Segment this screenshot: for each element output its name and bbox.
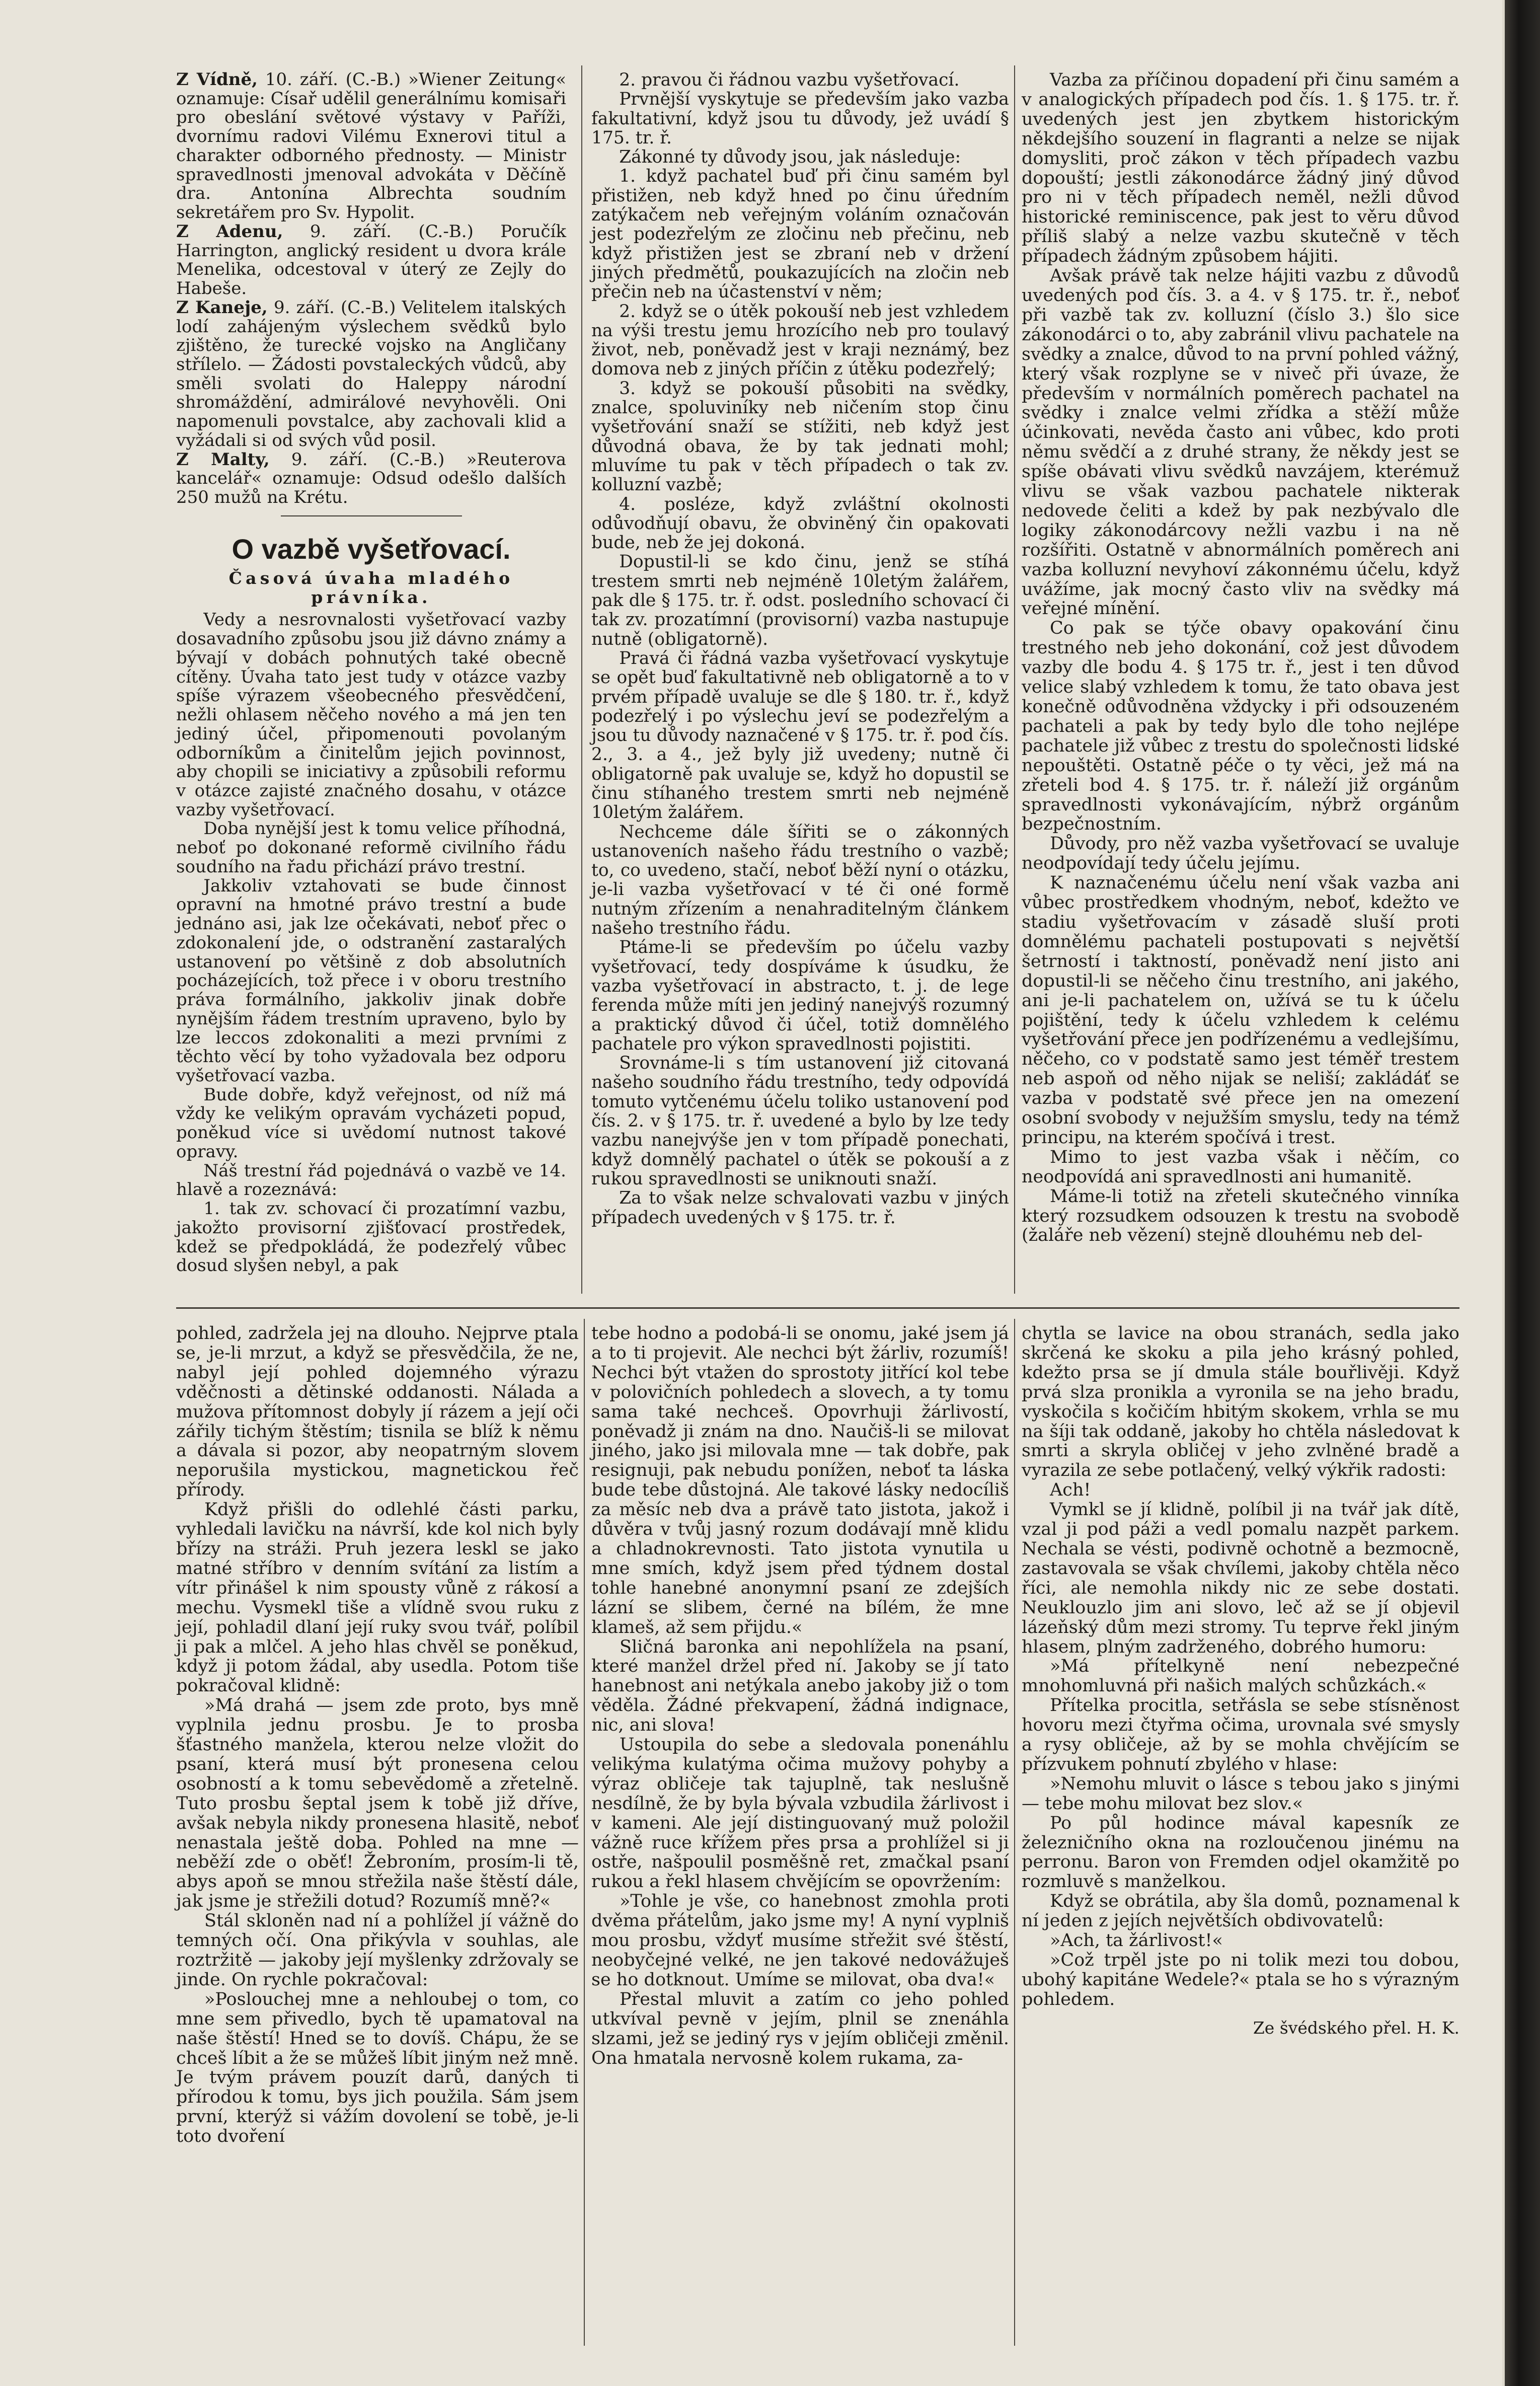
article-paragraph: Nechceme dále šířiti se o zákonných ustanoveních našeho řádu trestního o vazbě; to, co uvedeno, stačí, neboť běží nyní o otázku, je-li vazba vyšetřovací v té či oné formě nutným zřízením a nenahraditelným článkem našeho trestního řádu. [591, 822, 1009, 939]
story-paragraph: Stál skloněn nad ní a pohlížel jí vážně do temných očí. Ona přikývla v souhlas, ale roztržitě — jakoby její myšlenky zdržovaly se jinde. On rychle pokračoval: [176, 1911, 579, 1990]
article-paragraph: Doba nynější jest k tomu velice příhodná, neboť po dokonané reformě civilního řádu soudního na řadu přichází právo trestní. [176, 818, 566, 877]
feuilleton-divider [176, 1307, 1459, 1309]
story-paragraph: »Poslouchej mne a nehloubej o tom, co mne sem přivedlo, bych tě upamatoval na naše štěstí! Hned se to dovíš. Chápu, že se chceš líbit a že se můžeš líbit jiným než mně. Je tvým právem pouzít darů, daných ti přírodou k tomu, bys jich použila. Sám jsem první, kterýž si vážím dovolení se tobě, je-li toto dvoření [176, 1989, 579, 2147]
story-paragraph: »Ach, ta žárlivost!« [1050, 1930, 1223, 1951]
story-paragraph: Když se obrátila, aby šla domů, poznamenal k ní jeden z jejích největších obdivovatelů: [1022, 1891, 1459, 1931]
article-paragraph: Vedy a nesrovnalosti vyšetřovací vazby dosavadního způsobu jsou již dávno známy a bývají v dobách pohnutých také obecně cítěny. Úvaha tato jest tudy v otázce vazby spíše výrazem všeobecného přesvědčení, nežli ohlasem něčeho nového a má jen ten jediný účel, připomenouti povolaným odborníkům a činitelům jejich povinnost, aby chopili se iniciativy a způsobili reformu v otázce zajisté značného dosahu, v otázce vazby vyšetřovací. [176, 610, 566, 820]
article-paragraph: Pravá či řádná vazba vyšetřovací vyskytuje se opět buď fakultativně neb obligatorně a to v prvém případě uvaluje se dle § 180. tr. ř., když podezřelý i po výslechu jeví se podezřelým a jsou tu důvody naznačené v § 175. tr. ř. pod čís. 2., 3. a 4., jež byly již uvedeny; nutně či obligatorně pak uvaluje se, když ho dopustil se činu stíhaného trestem smrti neb nejméně 10letým žalářem. [591, 648, 1009, 823]
article-paragraph: Máme-li totiž na zřeteli skutečného vinníka který rozsudkem odsouzen k trestu na svobodě (žaláře neb vězení) stejně dlouhému neb del- [1022, 1186, 1459, 1246]
story-paragraph: pohled, zadržela jej na dlouho. Nejprve ptala se, je-li mrzut, a když se přesvědčila, že ne, nabyl její pohled dojemného výrazu vděčnosti a dětinské oddanosti. Nálada a mužova přítomnost dobyly jí rázem a její oči zářily tichým štěstím; tisnila se blíž k němu a dávala si pozor, aby neopatrným slovem neporušila mystickou, magnetickou řeč přírody. [176, 1323, 579, 1501]
article-paragraph: Dopustil-li se kdo činu, jenž se stíhá trestem smrti neb nejméně 10letým žalářem, pak dle § 175. tr. ř. odst. posledního schovací či tak zv. prozatímní (provisorní) vazba nastupuje nutně (obligatorně). [591, 552, 1009, 649]
column-top-1 [176, 70, 566, 1276]
article-paragraph: K naznačenému účelu není však vazba ani vůbec prostředkem vhodným, neboť, kdežto ve stadiu vyšetřovacím v zásadě sluší proti domnělému pachateli postupovati s největší šetrností i taktností, poněvadž není jisto ani dopustil-li se něčeho činu trestního, ani jakého, ani je-li pachatelem on, užívá se tu k účelu pojištění, tedy k účelu vzhledem k celému vyšetřování přece jen podřízenému a vedlejšímu, něčeho, co v podstatě samo jest téměř trestem neb aspoň od něho nijak se neliší; zakládáť se vazba v podstatě své přece jen na omezení osobní svobody v nejužším smyslu, tedy na témž principu, na kterém spočívá i trest. [1022, 873, 1459, 1148]
article-paragraph: Náš trestní řád pojednává o vazbě ve 14. hlavě a rozeznává: [176, 1160, 566, 1200]
article-paragraph: Za to však nelze schvalovati vazbu v jiných případech uvedených v § 175. tr. ř. [591, 1188, 1009, 1228]
article-paragraph: Bude dobře, když veřejnost, od níž má vždy ke velikým opravám vycházeti popud, poněkud více si uvědomí nutnost takové opravy. [176, 1084, 566, 1162]
article-paragraph: Důvody, pro něž vazba vyšetřovací se uvaluje neodpovídají tedy účelu jejímu. [1022, 834, 1459, 874]
story-paragraph: tebe hodno a podobá-li se onomu, jaké jsem já a to ti projevit. Ale nechci být žárliv, rozumíš! Nechci být vtažen do sprostoty jitřící kol tebe v polovičních pohledech a slovech, a ty tomu sama také nechceš. Opovrhuji žárlivostí, poněvadž ji znám na dno. Naučiš-li se milovat jiného, jako jsi milovala mne — tak dobře, pak resignuji, pak nebudu ponížen, neboť ta láska bude tebe důstojná. Ale takové lásky nedocíliš za měsíc neb dva a právě tato jistota, jakož i důvěra v tvůj jasný rozum dodávají mně klidu a chladnokrevnosti. Tato jistota vynutila u mne smích, když jsem před týdnem dostal tohle hanebné anonymní psaní ze zdejších lázní se slibem, černé na bílém, že mne klameš, až sem přijdu.« [591, 1323, 1009, 1637]
article-paragraph: 2. když se o útěk pokouší neb jest vzhledem na výši trestu jemu hrozícího neb pro toulavý život, neb, poněvadž jest v kraji neznámý, bez domova neb z jiných příčin z útěku podezřelý; [591, 301, 1009, 380]
story-paragraph: chytla se lavice na obou stranách, sedla jako skrčená ke skoku a pila jeho krásný pohled, kdežto prsa se jí dmula stále bouřlivěji. Když prvá slza pronikla a vyronila se na jeho bradu, vyskočila s kočičím hbitým skokem, vrhla se mu na šíji tak oddaně, jakoby ho chtěla následovat k smrti a skryla obličej v jeho zvlněné bradě a vyrazila ze sebe potlačený, velký výkřik radosti: [1022, 1323, 1459, 1481]
article-subtitle: Časová úvaha mladého právníka. [228, 568, 514, 607]
column-rule [1014, 1319, 1015, 2346]
column-bottom-3 [1022, 1324, 1459, 2038]
article-paragraph: Co pak se týče obavy opakování činu trestného neb jeho dokonání, což jest důvodem vazby dle bodu 4. § 175 tr. ř., jest i ten důvod velice slabý vzhledem k tomu, že tato obava jest konečně odůvodněna vždycky i při odsouzeném pachateli a pak by tedy bylo dle toho nejlépe pachatele již vůbec z trestu do společnosti lidské nepouštěti. Ostatně péče o ty věci, jež má na zřeteli bod 4. § 175. tr. ř. náleží již orgánům spravedlnosti vykonávajícím, nýbrž orgánům bezpečnostním. [1022, 618, 1459, 835]
article-title: O vazbě vyšetřovací. [232, 533, 511, 565]
story-paragraph: Po půl hodince mával kapesník ze železničního okna na rozloučenou jinému na perronu. Baron von Fremden odjel okamžitě po rozmluvě s manželkou. [1022, 1813, 1459, 1892]
column-top-3 [1022, 70, 1459, 1245]
article-paragraph: Vazba za příčinou dopadení při činu samém a v analogických případech pod čís. 1. § 175. tr. ř. uvedených jest jen zbytkem historickým někdejšího souzení in flagranti a nelze se nijak domysliti, proč zákon v těch případech vazbu dopouští; jestli zákonodárce žádný jiný důvod pro ni v těch případech neměl, nežli důvod historické reminiscence, pak jest to věru důvod příliš slabý a nelze vazbu skutečně v těch případech žádným způsobem hájiti. [1022, 70, 1459, 267]
story-paragraph: »Což trpěl jste po ni tolik mezi tou dobou, ubohý kapitáne Wedele?« ptala se ho s výrazným pohledem. [1022, 1950, 1459, 2009]
article-paragraph: 4. posléze, když zvláštní okolnosti odůvodňují obavu, že obviněný čin opakovati bude, neb že jej dokoná. [591, 494, 1009, 553]
story-paragraph: Když přišli do odlehlé části parku, vyhledali lavičku na návrší, kde kol nich byly břízy na stráži. Pruh jezera leskl se jako matné stříbro v denním svítání za listím a vítr přinášel k nim spousty vůně z rákosí a mechu. Vysmekl tiše a vlídně svou ruku z její, pohladil dlaní její ruky svou tvář, políbil ji pak a mlčel. A jeho hlas chvěl se poněkud, když ji potom žádal, aby usedla. Potom tiše pokračoval klidně: [176, 1500, 579, 1696]
article-paragraph: 3. když se pokouší působiti na svědky, znalce, spoluviníky neb ničením stop činu vyšetřování snaží se stížiti, neb když jest důvodná obava, že by tak jednati mohl; mluvíme tu pak v těch případech o tak zv. kolluzní vazbě; [591, 378, 1009, 495]
story-paragraph: »Má drahá — jsem zde proto, bys mně vyplnila jednu prosbu. Je to prosba šťastného manžela, kterou nelze vložit do psaní, která musí být pronesena celou osobností a k tomu sebevědomě a zřetelně. Tuto prosbu šeptal jsem k tobě již dříve, avšak nebyla nikdy pronesena hlasitě, neboť nenastala ještě doba. Pohled na mne — neběží zde o oběť! Žebroním, prosím-li tě, abys apoň se mnou střežila naše štěstí dále, jak jsme je střežili dotud? Rozumíš mně?« [176, 1695, 579, 1912]
news-item-malta: Z Malty, 9. září. (C.-B.) »Reuterova kancelář« oznamuje: Odsud odešlo dalších 250 mužů na Krétu. [176, 449, 566, 508]
column-top-2 [591, 70, 1009, 1227]
story-paragraph: Ustoupila do sebe a sledovala ponenáhlu velikýma kulatýma očima mužovy pohyby a výraz obličeje tak tajuplně, tak neslušně nesdílně, že by byla bývala vzbudila žárlivost i v kameni. Ale její distinguovaný muž položil vážně ruce křížem přes prsa a prohlížel si ji ostře, našpoulil posměšně ret, zmačkal psaní rukou a řekl hlasem chvějícím se opovržením: [591, 1735, 1009, 1892]
article-paragraph: 1. tak zv. schovací či prozatímní vazbu, jakožto provisorní zjišťovací prostředek, kdež se předpokládá, že podezřelý vůbec dosud slyšen nebyl, a pak [176, 1199, 566, 1276]
article-paragraph: Srovnáme-li s tím ustanovení již citovaná našeho soudního řádu trestního, tedy odpovídá tomuto vytčenému účelu toliko ustanovení pod čís. 2. v § 175. tr. ř. uvedené a bylo by lze tedy vazbu nanejvýše jen v tom případě ponechati, když domnělý pachatel o útěk se pokouší a z rukou spravedlnosti se uniknouti snaží. [591, 1053, 1009, 1189]
article-paragraph: Mimo to jest vazba však i něčím, co neodpovídá ani spravedlnosti ani humanitě. [1022, 1147, 1459, 1187]
story-paragraph: »Má přítelkyně není nebezpečné mnohomluvná při našich malých schůzkách.« [1022, 1656, 1459, 1696]
news-item-vienna: Z Vídně, 10. září. (C.-B.) »Wiener Zeitung« oznamuje: Císař udělil generálnímu komisaři pro obeslání světové výstavy v Paříži, dvornímu radovi Vilému Exnerovi titul a charakter odborného přednosty. — Ministr spravedlnosti jmenoval advokáta v Děčíně dra. Antonína Albrechta soudním sekretářem pro Sv. Hypolit. [176, 69, 566, 223]
section-divider [281, 515, 462, 516]
article-paragraph: 2. pravou či řádnou vazbu vyšetřovací. [619, 70, 960, 90]
story-paragraph: Sličná baronka ani nepohlížela na psaní, které manžel držel před ní. Jakoby se jí tato hanebnost ani netýkala anebo jakoby již o tom věděla. Žádné překvapení, žádná indignace, nic, ani slova! [591, 1636, 1009, 1736]
translator-signature: Ze švédského přel. H. K. [1253, 2018, 1459, 2038]
story-paragraph: »Nemohu mluvit o lásce s tebou jako s jinými — tebe mohu milovat bez slov.« [1022, 1773, 1459, 1814]
column-rule [581, 65, 582, 1294]
article-paragraph: Ptáme-li se především po účelu vazby vyšetřovací, tedy dospíváme k úsudku, že vazba vyšetřovací in abstracto, t. j. de lege ferenda může míti jen jediný nanejvýš rozumný a praktický důvod či účel, totiž domnělého pachatele pro výkon spravedlnosti pojistiti. [591, 937, 1009, 1054]
story-paragraph: Přestal mluvit a zatím co jeho pohled utkvíval pevně v jejím, plnil se znenáhla slzami, jež se jediný rys v jejím obličeji změnil. Ona hmatala nervosně kolem rukama, za- [591, 1989, 1009, 2068]
news-item-kaneje: Z Kaneje, 9. září. (C.-B.) Velitelem italských lodí zahájeným výslechem svědků bylo zjištěno, že turecké vojsko na Angličany střílelo. — Žádosti povstaleckých vůdců, aby směli svolati do Haleppy národní shromáždění, admirálové nevyhověli. Oni napomenuli povstalce, aby zachovali klid a vyžádali si od svých vůd posil. [176, 297, 567, 451]
story-paragraph: Vymkl se jí klidně, políbil ji na tvář jak dítě, vzal ji pod páži a vedl pomalu nazpět parkem. Nechala se vésti, podivně ochotně a bezmocně, zastavovala se však chvílemi, jakoby chtěla něco říci, ale nemohla nikdy nic ze sebe dostati. Neuklouzlo jim ani slovo, leč až se jí objevil lázeňský dům mezi stromy. Tu teprve řekl jiným hlasem, plným zadrženého, dobrého humoru: [1022, 1500, 1459, 1657]
article-paragraph: 1. když pachatel buď při činu samém byl přistižen, neb když hned po činu úředním zatýkačem neb veřejným voláním označován jest podezřelým ze zločinu neb přečinu, neb když přistižen jest se zbraní neb v držení jiných předmětů, poukazujících na zločin neb přečin neb na účastenství v něm; [591, 166, 1009, 303]
binding-edge [1505, 0, 1540, 2386]
column-bottom-2 [591, 1324, 1009, 2068]
article-paragraph: Jakkoliv vztahovati se bude činnost opravní na hmotné právo trestní a bude jednáno asi, jak lze očekávati, neboť přec o zdokonalení jde, o odstranění zastaralých ustanovení po většině z dob absolutních pocházejících, tož přece i v oboru trestního práva formálního, jakkoliv jinak dobře nynějším řádem trestním upraveno, bylo by lze leccos zdokonaliti a mezi prvními z těchto věcí by toho vyžadovala bez odporu vyšetřovací vazba. [176, 875, 566, 1086]
news-item-aden: Z Adenu, 9. září. (C.-B.) Poručík Harrington, anglický resident u dvora krále Menelika, odcestoval v úterý ze Zejly do Habeše. [176, 221, 566, 299]
article-paragraph: Avšak právě tak nelze hájiti vazbu z důvodů uvedených pod čís. 3. a 4. v § 175. tr. ř., neboť při vazbě tak zv. kolluzní (číslo 3.) šlo sice zákonodárci o to, aby zabránil vlivu pachatele na svědky a znalce, důvod to na první pohled vážný, který však rozplyne se v niveč při úvaze, že především v normálních poměrech pachatel na svědky i znalce velmi zřídka a stěží může účinkovati, nevěda často ani vůbec, kdo proti němu svědčí a z druhé strany, že někdy jest se spíše obávati vlivu svědků navzájem, kterémuž vlivu se však vazbou pachatele nikterak nedovede čeliti a kdež by pak nezbývalo dle logiky zákonodárcovy nežli vazbu i na ně rozšířiti. Ostatně v abnormálních poměrech ani vazba kolluzní nevyhoví zákonnému účelu, když uvážíme, jak mocný často vliv na svědky má veřejné mínění. [1022, 266, 1459, 619]
story-paragraph: Ach! [1050, 1480, 1091, 1501]
article-paragraph: Zákonné ty důvody jsou, jak následuje: [619, 147, 961, 168]
article-paragraph: Prvnější vyskytuje se především jako vazba fakultativní, když jsou tu důvody, jež uvádí § 175. tr. ř. [591, 89, 1009, 148]
column-rule [584, 1319, 585, 2346]
column-rule [1014, 65, 1015, 1294]
story-paragraph: Přítelka procitla, setřásla se sebe stísněnost hovoru mezi čtyřma očima, urovnala své smysly a rysy obličeje, až by se mohla chvějícím se přízvukem pohnutí zbylého v hlase: [1022, 1695, 1459, 1774]
story-paragraph: »Tohle je vše, co hanebnost zmohla proti dvěma přátelům, jako jsme my! A nyní vyplniš mou prosbu, vždyť musíme střežit své štěstí, neobyčejné velké, ne jen takové nedovážuješ se ho dotknout. Umíme se milovat, oba dva!« [591, 1891, 1009, 1990]
column-bottom-1 [176, 1324, 579, 2146]
